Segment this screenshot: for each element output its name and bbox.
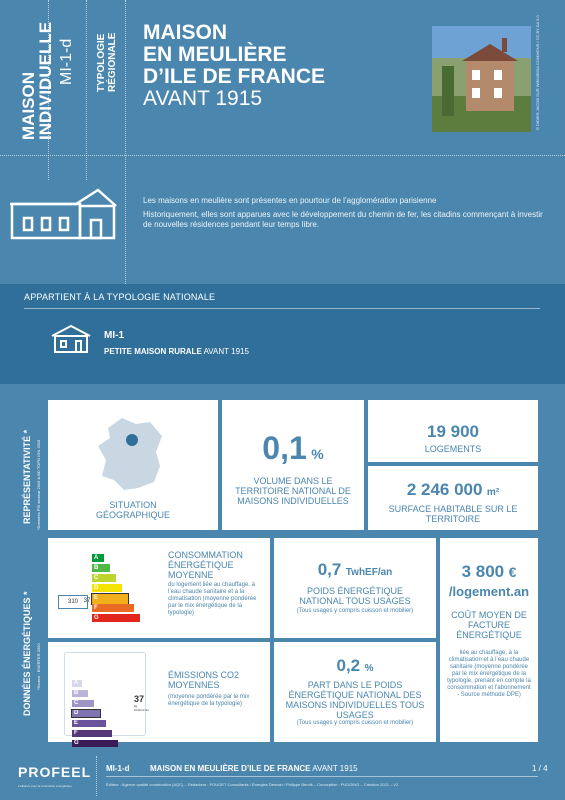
bill-desc: liée au chauffage, à la climatisation et à l’eau chaude sanitaire (moyenne pondérée par le mix énergétique de la typologie, prenant en compte la consommation et l’abonnement - Source méthode DPE) (447, 650, 531, 698)
energy-label: DONNÉES ÉNERGÉTIQUES * (22, 591, 32, 716)
description-p1: Les maisons en meulière sont présentes en pourtour de l’agglomération parisienne (143, 196, 437, 205)
ges-bar-g: G (72, 740, 118, 747)
footer-title-rest: AVANT 1915 (310, 764, 358, 773)
house-share-row (274, 656, 436, 676)
ges-bar-d: D (72, 710, 100, 717)
profeel-logo: PROFEEL (18, 764, 92, 780)
map-label-line2: GÉOGRAPHIQUE (95, 510, 170, 520)
share-value: 0,1 (262, 430, 307, 466)
ges-bar-a: A (72, 680, 82, 687)
dpe-value1: 310 (58, 595, 88, 609)
consumption-title: CONSOMMATION ÉNERGÉTIQUE MOYENNE (168, 550, 243, 580)
description-p2: Historiquement, elles sont apparues avec le développement du chemin de fer, les citadins commençant à investir de nouvelles résidences pendant leur temps libre. (143, 210, 543, 229)
national-code: MI-1 (104, 330, 124, 341)
dpe-bar-d: D (92, 584, 122, 592)
dpe-bar-f: F (92, 604, 134, 612)
ges-bar-f: F (72, 730, 112, 737)
national-energy-note: (Tous usages y compris cuisson et mobilier) (296, 608, 414, 614)
typology-label-line1: TYPOLOGIE (96, 33, 107, 92)
ges-bar-b: B (72, 690, 88, 697)
national-energy-label: POIDS ÉNERGÉTIQUE NATIONAL TOUS USAGES (299, 586, 411, 606)
page-title (143, 22, 423, 110)
consumption-desc: du logement liée au chauffage, à l’eau chaude sanitaire et à la climatisation (moyenne pondérée par le mix énergétique de la typologie) (168, 582, 257, 616)
housing-type (20, 10, 54, 140)
title-line1: MAISON (143, 21, 227, 44)
footer-title (150, 764, 358, 773)
national-energy-value: 0,7 (317, 560, 342, 579)
bill-value-row (440, 562, 538, 582)
national-energy-card (274, 538, 436, 638)
dpe-bar-g: G (92, 614, 140, 622)
footer-title-bold: MAISON EN MEULIÈRE D’ILE DE FRANCE (150, 764, 311, 773)
dwellings-card (368, 400, 538, 462)
divider (86, 0, 87, 180)
house-share-value: 0,2 (336, 656, 361, 675)
map-card (48, 400, 218, 530)
ges-unit: kg CO2/m².an (134, 704, 149, 712)
share-card (222, 400, 364, 530)
dpe-value2: 37 (83, 598, 91, 604)
bill-unit2: /logement.an (448, 584, 530, 599)
dpe-bar-c: C (92, 574, 116, 582)
emissions-card (48, 642, 270, 746)
area-unit: m² (486, 487, 500, 498)
dwellings-value: 19 900 (427, 422, 479, 441)
area-label: SURFACE HABITABLE SUR LE TERRITOIRE (388, 504, 518, 524)
bill-label: COÛT MOYEN DE FACTURE ÉNERGÉTIQUE (451, 610, 527, 640)
representativity-label: REPRÉSENTATIVITÉ * (22, 429, 32, 524)
dwellings-label: LOGEMENTS (424, 444, 482, 454)
photo-credit: © DIDIER JACOB SUR WIKIMEDIA COMMONS / CC BY-SA 3.0 (535, 15, 540, 130)
divider (96, 756, 97, 796)
france-map-icon (94, 416, 166, 492)
title-period: AVANT 1915 (143, 87, 263, 110)
house-icon (8, 184, 118, 245)
national-energy-unit: TwhEF/an (345, 567, 393, 578)
house-share-unit: % (364, 663, 374, 674)
representativity-note: *Données PSI secteur 2019 & BD TOPO IGN 2019 (36, 439, 41, 530)
national-energy-row (274, 560, 436, 580)
area-value-row (368, 480, 538, 500)
house-photo (432, 26, 531, 132)
ges-value: 37 (134, 694, 145, 704)
footer-code: MI-1-d (106, 764, 130, 773)
ges-bar-c: C (72, 700, 94, 707)
national-name-bold: PETITE MAISON RURALE (104, 347, 202, 356)
share-label: VOLUME DANS LE TERRITOIRE NATIONAL DE MAISONS INDIVIDUELLES (235, 476, 351, 506)
dpe-bar-e: E (92, 594, 128, 604)
consumption-card (48, 538, 270, 638)
divider (0, 155, 565, 156)
typology-label (96, 33, 118, 92)
divider (106, 776, 538, 777)
bill-unit: € (508, 564, 517, 580)
housing-type-line2: INDIVIDUELLE (36, 21, 55, 140)
small-house-icon (50, 324, 92, 359)
map-label-line1: SITUATION (109, 500, 157, 510)
title-line2: EN MEULIÈRE (143, 43, 287, 66)
house-share-label: PART DANS LE POIDS ÉNERGÉTIQUE NATIONAL DES MAISONS INDIVIDUELLES TOUS USAGES (285, 680, 425, 720)
divider (125, 0, 126, 284)
share-unit: % (311, 446, 324, 462)
housing-type-line1: MAISON (19, 72, 38, 140)
house-share-card (274, 642, 436, 742)
page-number: 1 / 4 (532, 764, 548, 773)
energy-note: *Source : ENERTER 2020 (36, 643, 41, 690)
national-name-rest: AVANT 1915 (201, 347, 249, 356)
bill-card (440, 538, 538, 742)
dpe-bar-b: B (92, 564, 110, 572)
area-card (368, 466, 538, 530)
bill-value: 3 800 (461, 562, 505, 581)
footer-credits: Éditeur : Agence qualité construction (AQC) – Rédacteur : POUGET Consultants / Énergies Demain / Philippe Bernik – Conception : PUDOING – Création 2021 – V2 (106, 782, 399, 787)
emissions-title: ÉMISSIONS CO2 MOYENNES (168, 670, 240, 690)
ges-bar-e: E (72, 720, 106, 727)
house-share-note: (Tous usages y compris cuisson et mobilier) (296, 720, 414, 726)
divider (24, 308, 540, 309)
logo-tagline: L’alliance pour la rénovation énergétique (18, 784, 72, 788)
typology-code: MI-1-d (58, 38, 75, 85)
dpe-bar-a: A (92, 554, 104, 562)
description (143, 196, 543, 234)
map-label (48, 500, 218, 520)
share-value-row (222, 430, 364, 467)
national-name (104, 347, 249, 356)
typology-label-line2: RÉGIONALE (107, 32, 118, 92)
title-line3: D’ILE DE FRANCE (143, 65, 326, 88)
area-value: 2 246 000 (406, 480, 483, 499)
national-typology-title: APPARTIENT À LA TYPOLOGIE NATIONALE (24, 292, 216, 302)
emissions-desc: (moyenne pondérée par le mix énergétique de la typologie) (168, 694, 250, 707)
